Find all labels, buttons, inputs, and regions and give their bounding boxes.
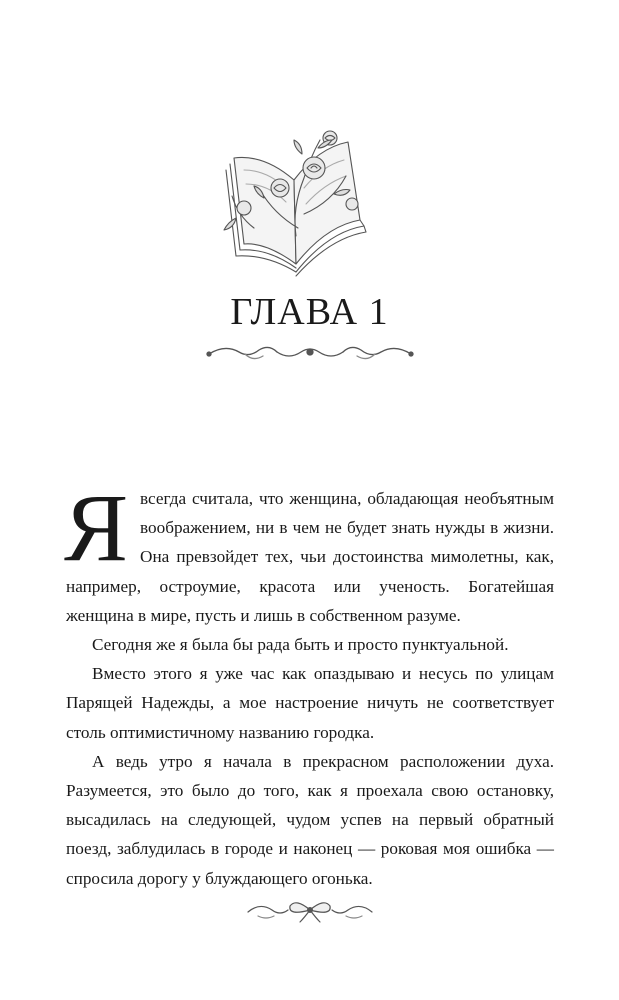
paragraph-1-text: всегда считала, что женщина, обладающая необъятным воображением, ни в чем не будет знать нужды в жизни. Она превзойдет тех, чьи достоинства мимолетны, как, например, остроумие, красота или ученость. Богатейшая женщина в мире, пусть и лишь в собственном разуме. — [66, 489, 554, 625]
paragraph-3: Вместо этого я уже час как опаздываю и несусь по улицам Парящей Надежды, а мое настроение ничуть не соответствует столь оптимистичному названию городка. — [66, 664, 554, 742]
drop-cap: Я — [64, 474, 129, 581]
paragraph-1 — [64, 474, 554, 630]
ornamental-divider-icon — [205, 340, 415, 364]
paragraph-2: Сегодня же я была бы рада быть и просто пунктуальной. — [92, 635, 509, 655]
open-book-with-roses-icon — [214, 118, 370, 278]
chapter-text — [64, 474, 554, 893]
ornamental-bow-divider-icon — [244, 896, 376, 924]
chapter-title: ГЛАВА 1 — [230, 291, 389, 333]
paragraph-4: А ведь утро я начала в прекрасном расположении духа. Разумеется, это было до того, как я проехала свою остановку, высадилась на следующей, чудом успев на первый обратный поезд, заблудилась в городе и наконец — роковая моя ошибка — спросила дорогу у блуждающего огонька. — [66, 751, 554, 888]
